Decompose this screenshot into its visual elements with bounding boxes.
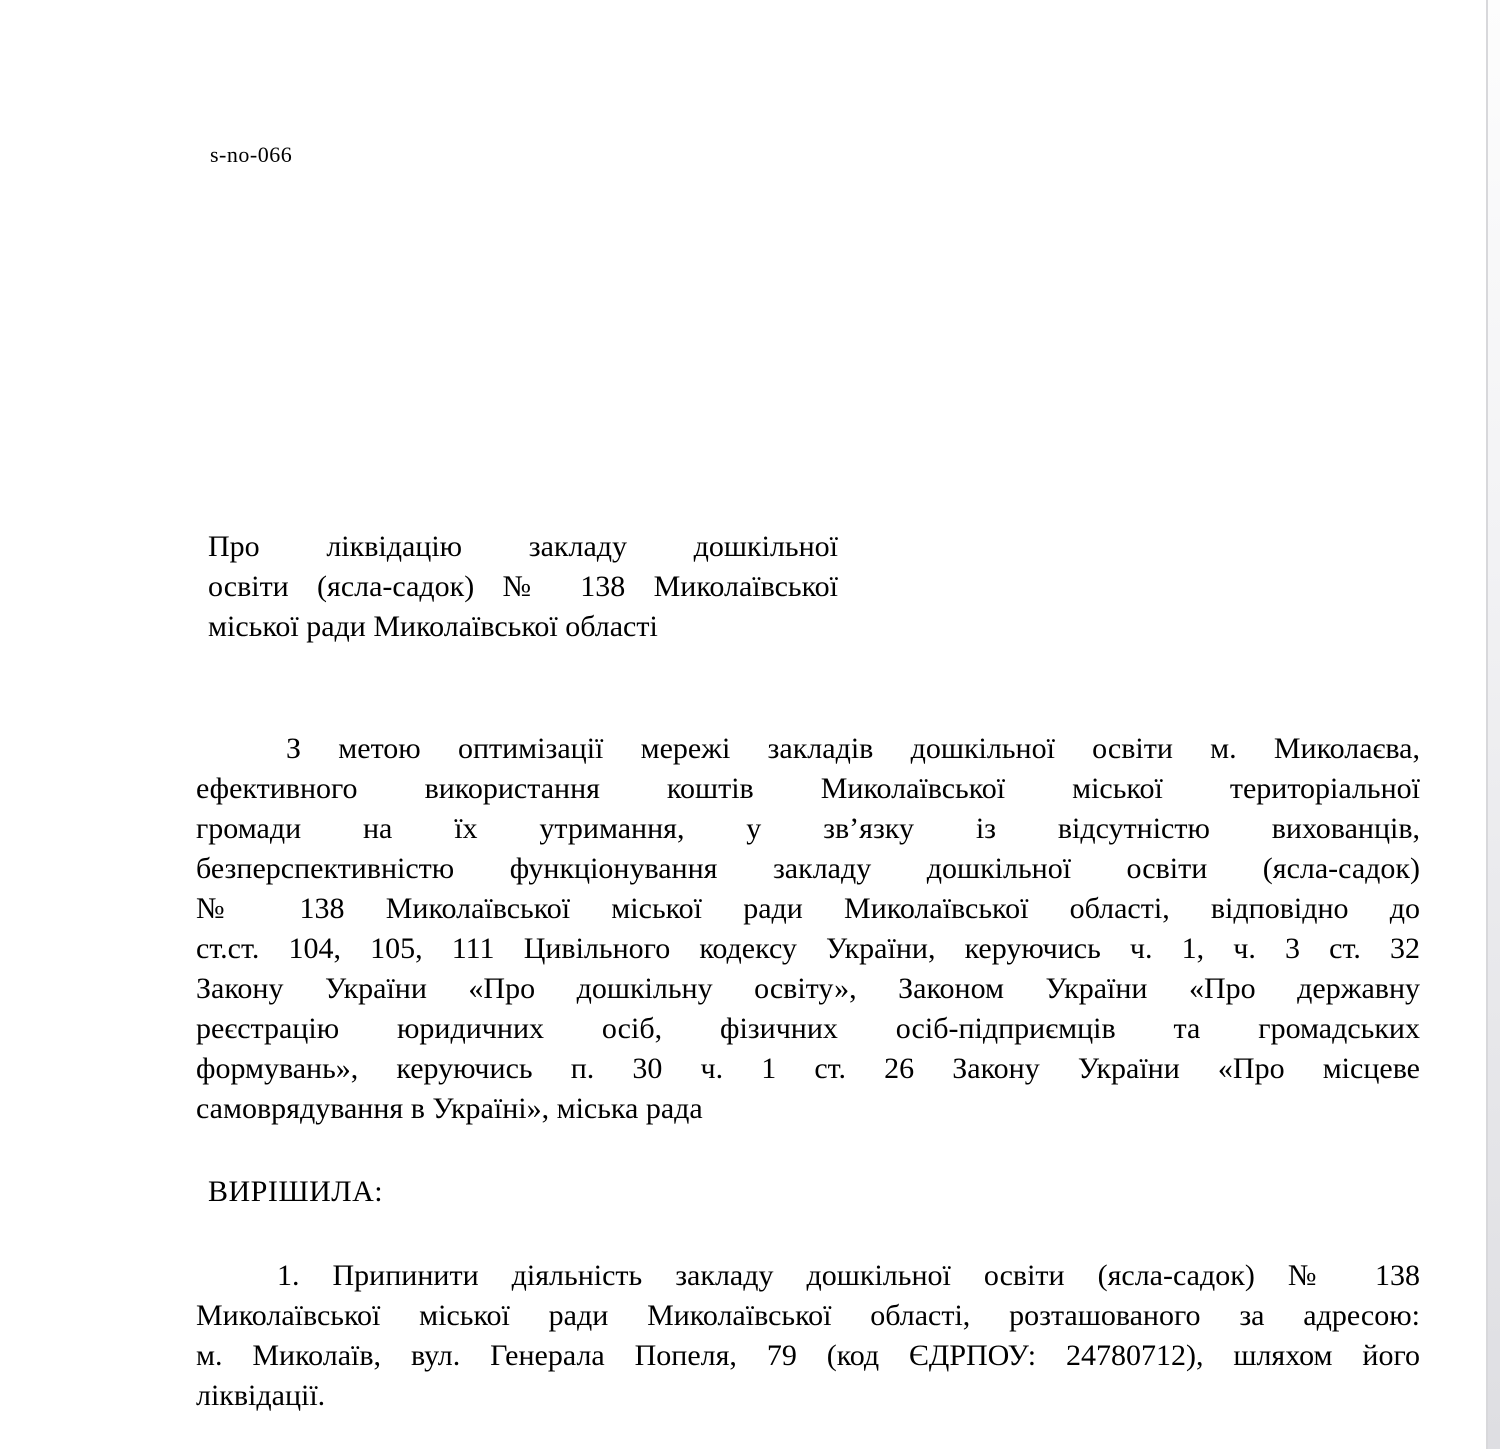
text-line: ліквідації.	[196, 1379, 326, 1412]
text-line: громади на їх утримання, у зв’язку із відсутністю вихованців,	[196, 812, 1420, 845]
preamble-paragraph	[196, 729, 1420, 1129]
text-line: № 138 Миколаївської міської ради Миколаївської області, відповідно до	[196, 892, 1420, 925]
text-line: Про ліквідацію закладу дошкільної	[208, 530, 838, 563]
resolution-heading: ВИРІШИЛА:	[208, 1175, 384, 1208]
text-line: реєстрацію юридичних осіб, фізичних осіб-підприємців та громадських	[196, 1012, 1420, 1045]
document-number-label: s-no-066	[210, 142, 293, 167]
text-line: Миколаївської міської ради Миколаївської області, розташованого за адресою:	[196, 1299, 1420, 1332]
text-line: м. Миколаїв, вул. Генерала Попеля, 79 (код ЄДРПОУ: 24780712), шляхом його	[196, 1339, 1420, 1372]
text-line: міської ради Миколаївської області	[208, 610, 658, 643]
text-line: Закону України «Про дошкільну освіту», Законом України «Про державну	[196, 972, 1420, 1005]
text-line: освіти (ясла-садок) № 138 Миколаївської	[208, 570, 838, 603]
text-line: ст.ст. 104, 105, 111 Цивільного кодексу України, керуючись ч. 1, ч. 3 ст. 32	[196, 932, 1420, 965]
text-line: безперспективністю функціонування закладу дошкільної освіти (ясла-садок)	[196, 852, 1420, 885]
text-line: З метою оптимізації мережі закладів дошкільної освіти м. Миколаєва,	[286, 732, 1420, 765]
document-title	[208, 527, 838, 647]
text-line: 1. Припинити діяльність закладу дошкільної освіти (ясла-садок) № 138	[277, 1259, 1420, 1292]
vertical-scrollbar[interactable]	[1486, 0, 1500, 1449]
text-line: ефективного використання коштів Миколаївської міської територіальної	[196, 772, 1420, 805]
text-line: формувань», керуючись п. 30 ч. 1 ст. 26 Закону України «Про місцеве	[196, 1052, 1420, 1085]
text-line: самоврядування в Україні», міська рада	[196, 1092, 703, 1125]
resolution-item-1	[196, 1256, 1420, 1416]
